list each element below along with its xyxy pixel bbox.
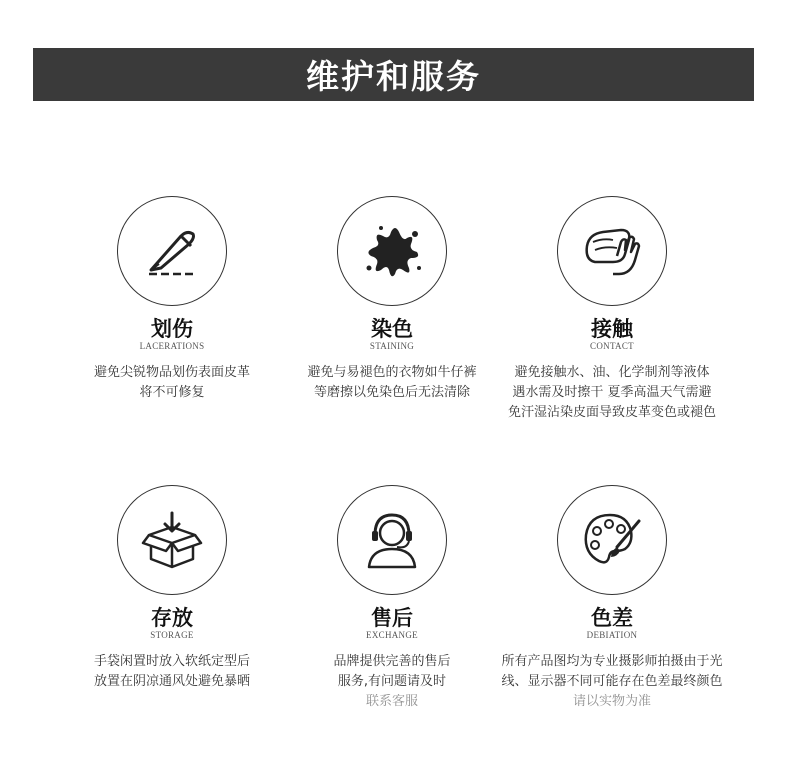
card-subtitle: STORAGE <box>150 630 194 640</box>
card-title: 接触 <box>591 317 633 341</box>
card-title: 存放 <box>151 606 193 630</box>
card-description: 避免尖锐物品划伤表面皮革 将不可修复 <box>93 365 250 400</box>
card-description-faded: 请以实物为准 <box>572 694 651 709</box>
card-title: 染色 <box>371 317 413 341</box>
care-card-color-difference <box>482 485 742 712</box>
header-banner <box>33 48 754 101</box>
card-description: 所有产品图均为专业摄影师拍摄由于光 线、显示器不同可能存在色差最终颜色 <box>501 654 723 689</box>
icon-circle <box>117 196 227 306</box>
icon-circle <box>337 485 447 595</box>
card-subtitle: DEBIATION <box>586 630 638 640</box>
card-title: 划伤 <box>151 317 193 341</box>
paint-splash-icon <box>357 216 427 286</box>
card-title: 售后 <box>371 606 413 630</box>
card-description-faded: 联系客服 <box>365 694 418 709</box>
wiping-hand-icon <box>577 216 647 286</box>
icon-circle <box>557 196 667 306</box>
card-description: 品牌提供完善的售后 服务,有问题请及时 <box>333 654 451 689</box>
icon-circle <box>117 485 227 595</box>
card-subtitle: LACERATIONS <box>139 341 205 351</box>
card-subtitle: EXCHANGE <box>366 630 418 640</box>
card-description: 避免接触水、油、化学制剂等液体 遇水需及时擦干 夏季高温天气需避 免汗湿沾染皮面导致皮革变色或褪色 <box>507 365 716 420</box>
icon-circle <box>337 196 447 306</box>
care-card-contact <box>482 196 742 423</box>
page-title: 维护和服务 <box>306 57 481 96</box>
card-subtitle: STAINING <box>369 341 415 351</box>
customer-service-icon <box>357 505 427 575</box>
scalpel-icon <box>137 216 207 286</box>
palette-icon <box>577 505 647 575</box>
icon-circle <box>557 485 667 595</box>
card-description: 手袋闲置时放入软纸定型后 放置在阴凉通风处避免暴晒 <box>93 654 250 689</box>
card-description: 避免与易褪色的衣物如牛仔裤 等磨擦以免染色后无法清除 <box>307 365 477 400</box>
box-icon <box>137 505 207 575</box>
card-subtitle: CONTACT <box>590 341 634 351</box>
card-title: 色差 <box>591 606 633 630</box>
